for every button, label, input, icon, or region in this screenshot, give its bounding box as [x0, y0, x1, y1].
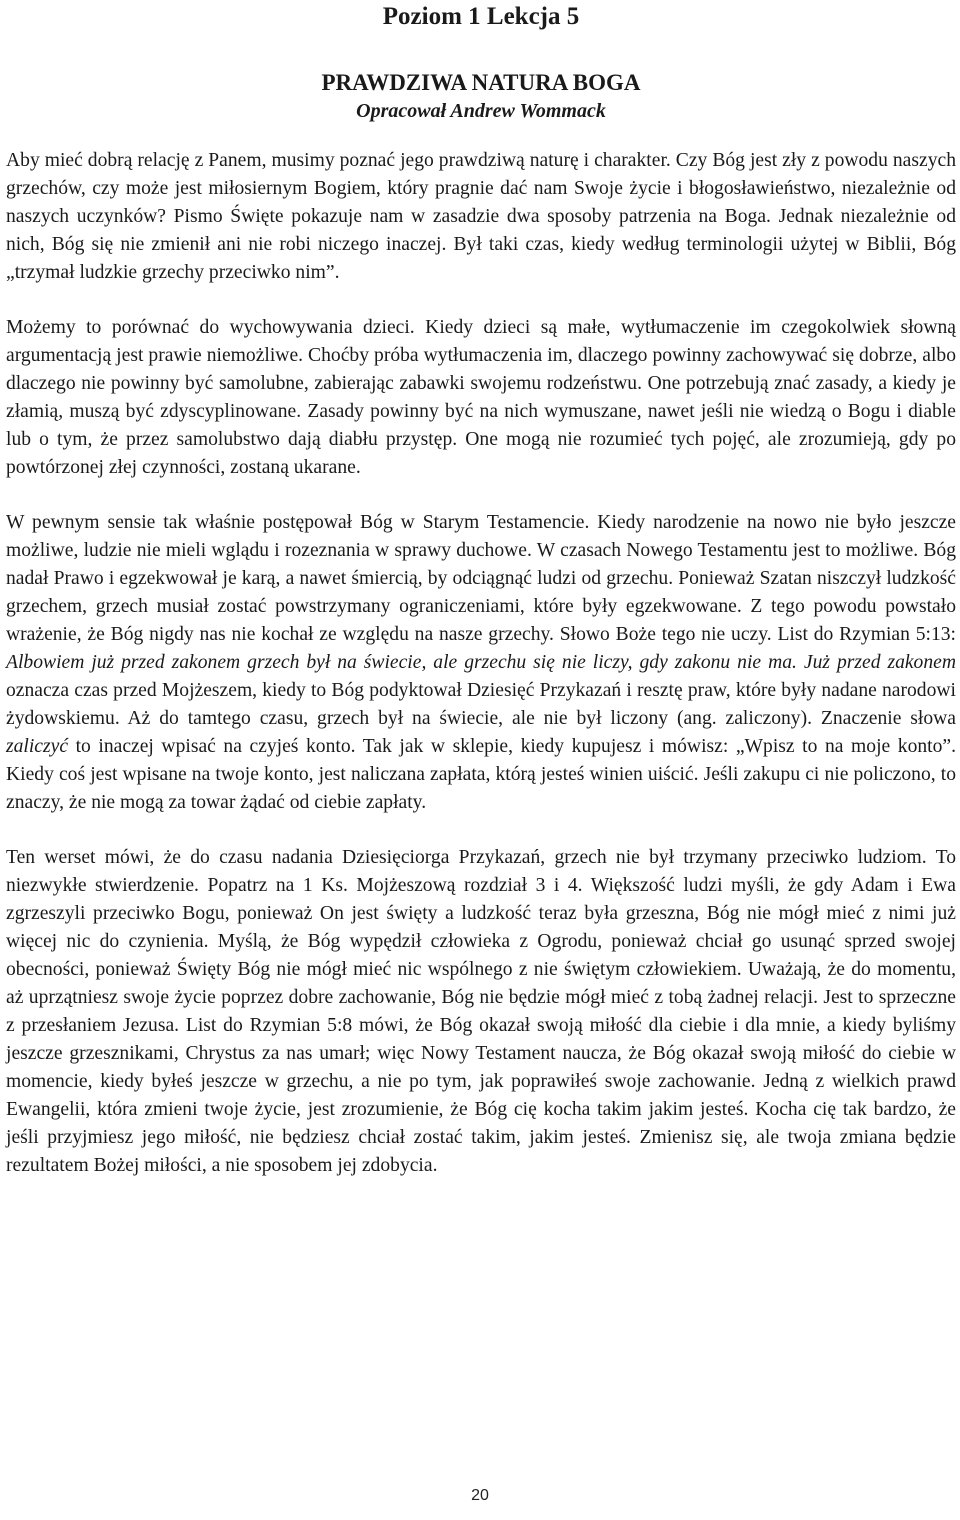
- paragraph: [6, 509, 956, 817]
- document-page: [6, 0, 956, 1180]
- paragraph-text: Możemy to porównać do wychowywania dzieci. Kiedy dzieci są małe, wytłumaczenie im czegokolwiek słowną argumentacją jest prawie niemożliwe. Choćby próba wytłumaczenia im, dlaczego powinny zachowywać się dobrze, albo dlaczego nie powinny być samolubne, zabierając zabawki swojemu rodzeństwu. One potrzebują znać zasady, a kiedy je złamią, muszą być zdyscyplinowane. Zasady powinny być na nich wymuszane, nawet jeśli nie wiedzą o Bogu i diable lub o tym, że przez samolubstwo dają diabłu przystęp. One mogą nie rozumieć tych pojęć, ale zrozumieją, gdy po powtórzonej złej czynności, zostaną ukarane.: [6, 317, 956, 478]
- paragraph-text: Ten werset mówi, że do czasu nadania Dziesięciorga Przykazań, grzech nie był trzymany przeciwko ludziom. To niezwykłe stwierdzenie. Popatrz na 1 Ks. Mojżeszową rozdział 3 i 4. Większość ludzi myśli, że gdy Adam i Ewa zgrzeszyli przeciwko Bogu, ponieważ On jest święty a ludzkość teraz była grzeszna, Bóg nie mógł mieć z nimi już więcej nic do czynienia. Myślą, że Bóg wypędził człowieka z Ogrodu, ponieważ chciał go usunąć sprzed swojej obecności, ponieważ Święty Bóg nie mógł mieć nic wspólnego z nie świętym człowiekiem. Uważają, że do momentu, aż uprzątniesz swoje życie poprzez dobre zachowanie, Bóg nie będzie mógł mieć z tobą żadnej relacji. Jest to sprzeczne z przesłaniem Jezusa. List do Rzymian 5:8 mówi, że Bóg okazał swoją miłość dla ciebie i dla mnie, a kiedy byliśmy jeszcze grzesznikami, Chrystus za nas umarł; więc Nowy Testament naucza, że Bóg okazał swoją miłość do ciebie w momencie, kiedy byłeś jeszcze w grzechu, a nie po tym, jak poprawiłeś swoje zachowanie. Jedną z wielkich prawd Ewangelii, która zmieni twoje życie, jest zrozumienie, że Bóg cię kocha takim jakim jesteś. Kocha cię tak bardzo, że jeśli przyjmiesz jego miłość, nie będziesz chciał zostać takim, jakim jesteś. Zmienisz się, ale twoja zmiana będzie rezultatem Bożej miłości, a nie sposobem jej zdobycia.: [6, 847, 956, 1176]
- page-number: 20: [471, 1487, 489, 1504]
- paragraph-text: to inaczej wpisać na czyjeś konto. Tak jak w sklepie, kiedy kupujesz i mówisz: „Wpisz to na moje konto”. Kiedy coś jest wpisane na twoje konto, jest naliczana zapłata, którą jesteś winien uiścić. Jeśli zakupu ci nie policzono, to znaczy, że nie mogą za towar żądać od ciebie zapłaty.: [6, 736, 956, 813]
- paragraph: [6, 314, 956, 482]
- paragraph-text: oznacza czas przed Mojżeszem, kiedy to Bóg podyktował Dziesięć Przykazań i resztę praw, które były nadane narodowi żydowskiemu. Aż do tamtego czasu, grzech był na świecie, ale nie był liczony (ang. zaliczony). Znaczenie słowa: [6, 680, 956, 729]
- paragraph: [6, 147, 956, 287]
- scripture-quote: Albowiem już przed zakonem grzech był na świecie, ale grzechu się nie liczy, gdy zakonu nie ma. Już przed zakonem: [6, 652, 956, 673]
- emphasized-term: zaliczyć: [6, 736, 69, 757]
- lesson-heading: Poziom 1 Lekcja 5: [382, 3, 580, 30]
- paragraph-text: Aby mieć dobrą relację z Panem, musimy poznać jego prawdziwą naturę i charakter. Czy Bóg jest zły z powodu naszych grzechów, czy może jest miłosiernym Bogiem, który pragnie dać nam Swoje życie i błogosławieństwo, niezależnie od naszych uczynków? Pismo Święte pokazuje nam w zasadzie dwa sposoby patrzenia na Boga. Jednak niezależnie od nich, Bóg się nie zmienił ani nie robi niczego inaczej. Był taki czas, kiedy według terminologii użytej w Biblii, Bóg „trzymał ludzkie grzechy przeciwko nim”.: [6, 150, 956, 283]
- paragraph-text: W pewnym sensie tak właśnie postępował Bóg w Starym Testamencie. Kiedy narodzenie na nowo nie było jeszcze możliwe, ludzie nie mieli wglądu i rozeznania w sprawy duchowe. W czasach Nowego Testamentu jest to możliwe. Bóg nadał Prawo i egzekwował je karą, a nawet śmiercią, by odciągnąć ludzi od grzechu. Ponieważ Szatan niszczył ludzkość grzechem, grzech musiał zostać powstrzymany ograniczeniami, które były egzekwowane. Z tego powodu powstało wrażenie, że Bóg nigdy nas nie kochał ze względu na nasze grzechy. Słowo Boże tego nie uczy. List do Rzymian 5:13:: [6, 512, 956, 645]
- paragraph: [6, 844, 956, 1180]
- document-title: PRAWDZIWA NATURA BOGA: [321, 70, 641, 95]
- author-line: Opracował Andrew Wommack: [356, 100, 606, 122]
